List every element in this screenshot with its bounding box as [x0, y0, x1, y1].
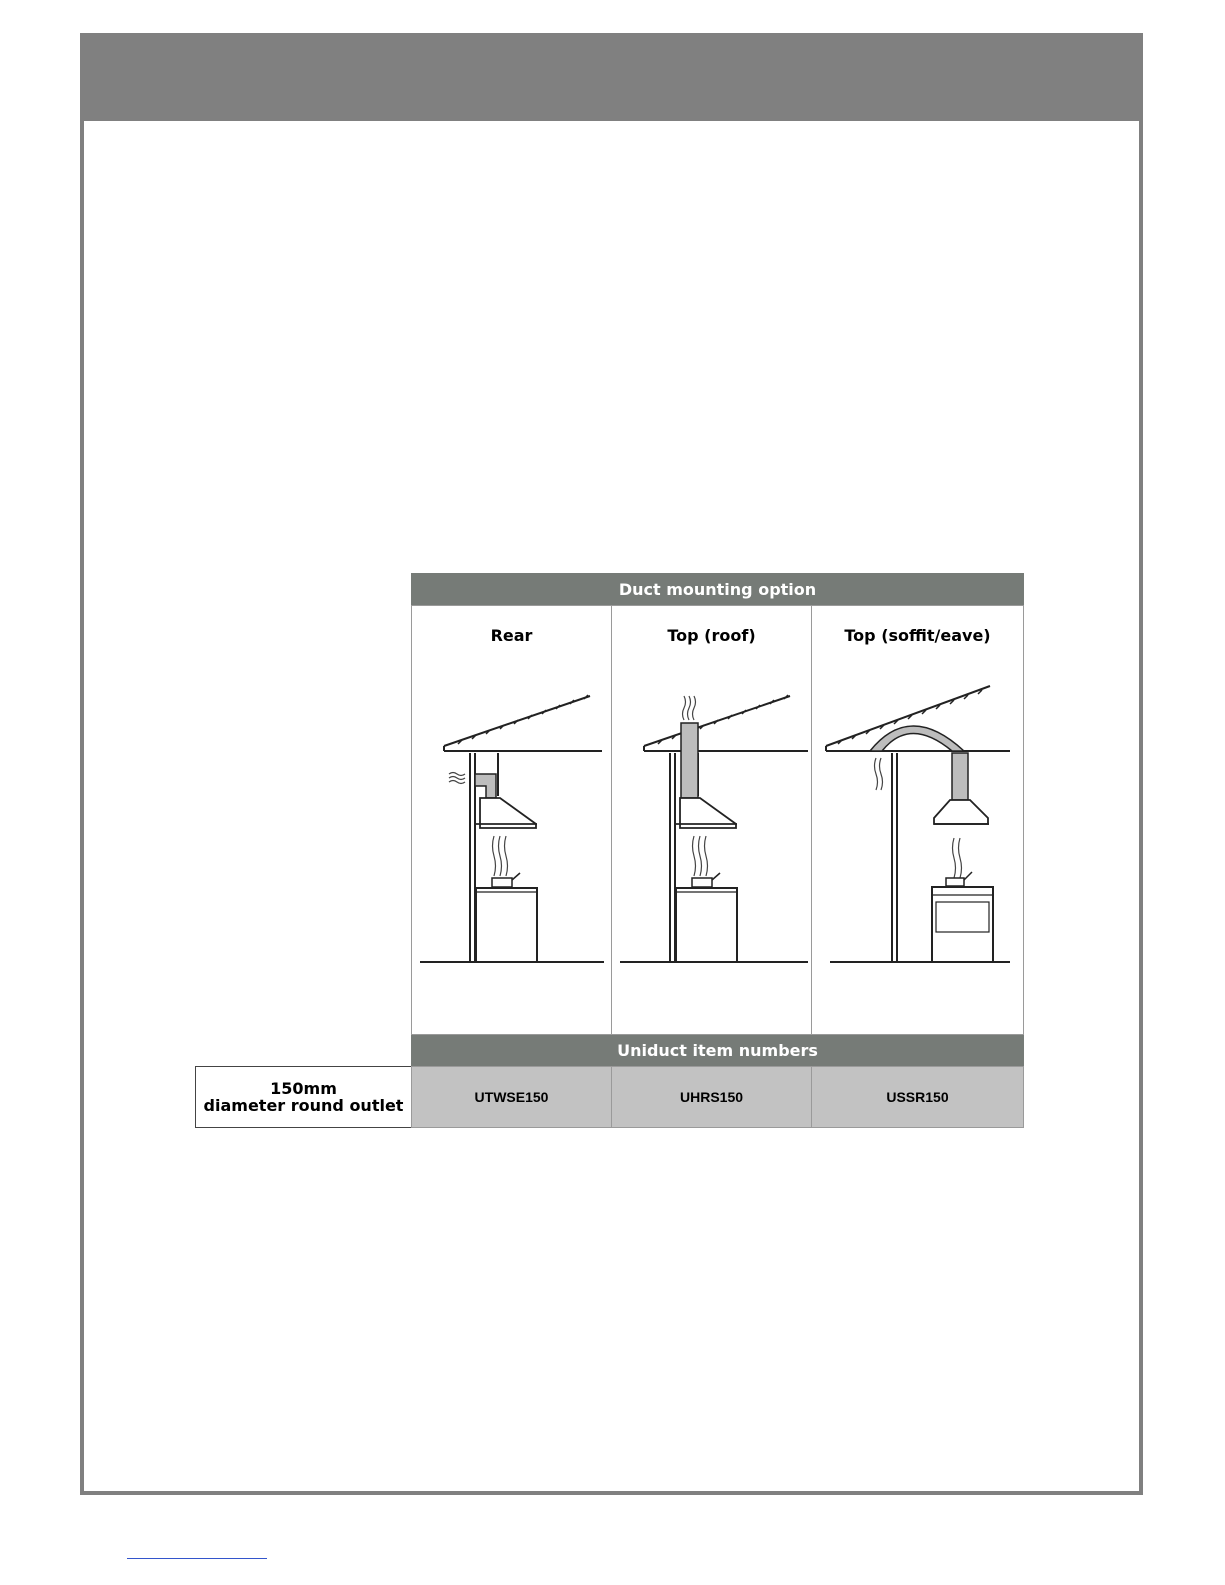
column-title-rear: Rear: [490, 626, 533, 645]
roof-duct-illustration-icon: [612, 676, 813, 976]
row-label-line2: diameter round outlet: [203, 1096, 404, 1115]
item-number-top-roof: UHRS150: [611, 1066, 812, 1128]
footnote-separator: [127, 1558, 267, 1559]
column-title-top-soffit-eave: Top (soffit/eave): [844, 626, 991, 645]
row-label-line1: 150mm: [270, 1079, 337, 1098]
uniduct-item-numbers-header: Uniduct item numbers: [411, 1035, 1024, 1066]
column-top-roof: [611, 605, 812, 1035]
column-title-top-roof: Top (roof): [667, 626, 756, 645]
column-rear: [411, 605, 612, 1035]
row-label-150mm-outlet: [195, 1066, 412, 1128]
column-top-soffit-eave: [811, 605, 1024, 1035]
item-number-rear: UTWSE150: [411, 1066, 612, 1128]
soffit-duct-illustration-icon: [812, 676, 1025, 976]
rear-duct-illustration-icon: [412, 676, 613, 976]
item-number-top-soffit-eave: USSR150: [811, 1066, 1024, 1128]
header-band: [84, 37, 1139, 121]
duct-mounting-header: Duct mounting option: [411, 573, 1024, 605]
